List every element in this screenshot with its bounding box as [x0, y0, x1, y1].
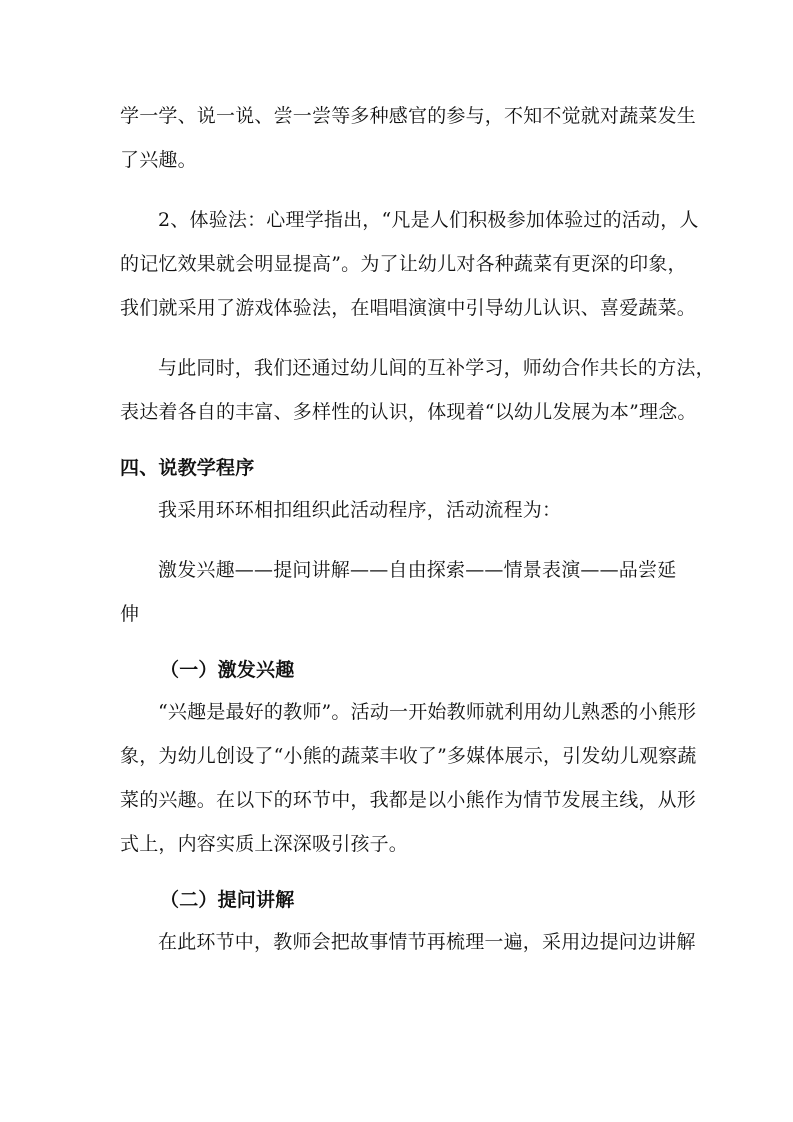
- process-flow-line: 激发兴趣——提问讲解——自由探索——情景表演——品尝延: [158, 559, 677, 581]
- paragraph-line: 我们就采用了游戏体验法，在唱唱演演中引导幼儿认识、喜爱蔬菜。: [120, 297, 697, 319]
- paragraph-line: 我采用环环相扣组织此活动程序，活动流程为：: [158, 499, 562, 521]
- section-heading: 四、说教学程序: [120, 457, 255, 479]
- paragraph-line: 菜的兴趣。在以下的环节中，我都是以小熊作为情节发展主线，从形: [120, 789, 697, 811]
- paragraph-line: 与此同时，我们还通过幼儿间的互补学习，师幼合作共长的方法，: [158, 357, 715, 379]
- paragraph-line: 在此环节中，教师会把故事情节再梳理一遍，采用边提问边讲解: [158, 931, 696, 953]
- paragraph-line: “兴趣是最好的教师”。活动一开始教师就利用幼儿熟悉的小熊形: [158, 701, 697, 723]
- process-flow-line: 伸: [120, 603, 140, 625]
- paragraph-line: 2、体验法：心理学指出，“凡是人们积极参加体验过的活动，人: [158, 209, 699, 231]
- paragraph-line: 式上，内容实质上深深吸引孩子。: [120, 833, 409, 855]
- paragraph-line: 表达着各自的丰富、多样性的认识，体现着“以幼儿发展为本”理念。: [120, 401, 697, 423]
- subsection-heading: （一）激发兴趣: [160, 659, 295, 681]
- paragraph-line: 的记忆效果就会明显提高”。为了让幼儿对各种蔬菜有更深的印象，: [120, 253, 687, 275]
- paragraph-line: 象，为幼儿创设了“小熊的蔬菜丰收了”多媒体展示，引发幼儿观察蔬: [120, 745, 697, 767]
- paragraph-line: 学一学、说一说、尝一尝等多种感官的参与，不知不觉就对蔬菜发生: [120, 105, 697, 127]
- subsection-heading: （二）提问讲解: [160, 889, 295, 911]
- paragraph-line: 了兴趣。: [120, 149, 197, 171]
